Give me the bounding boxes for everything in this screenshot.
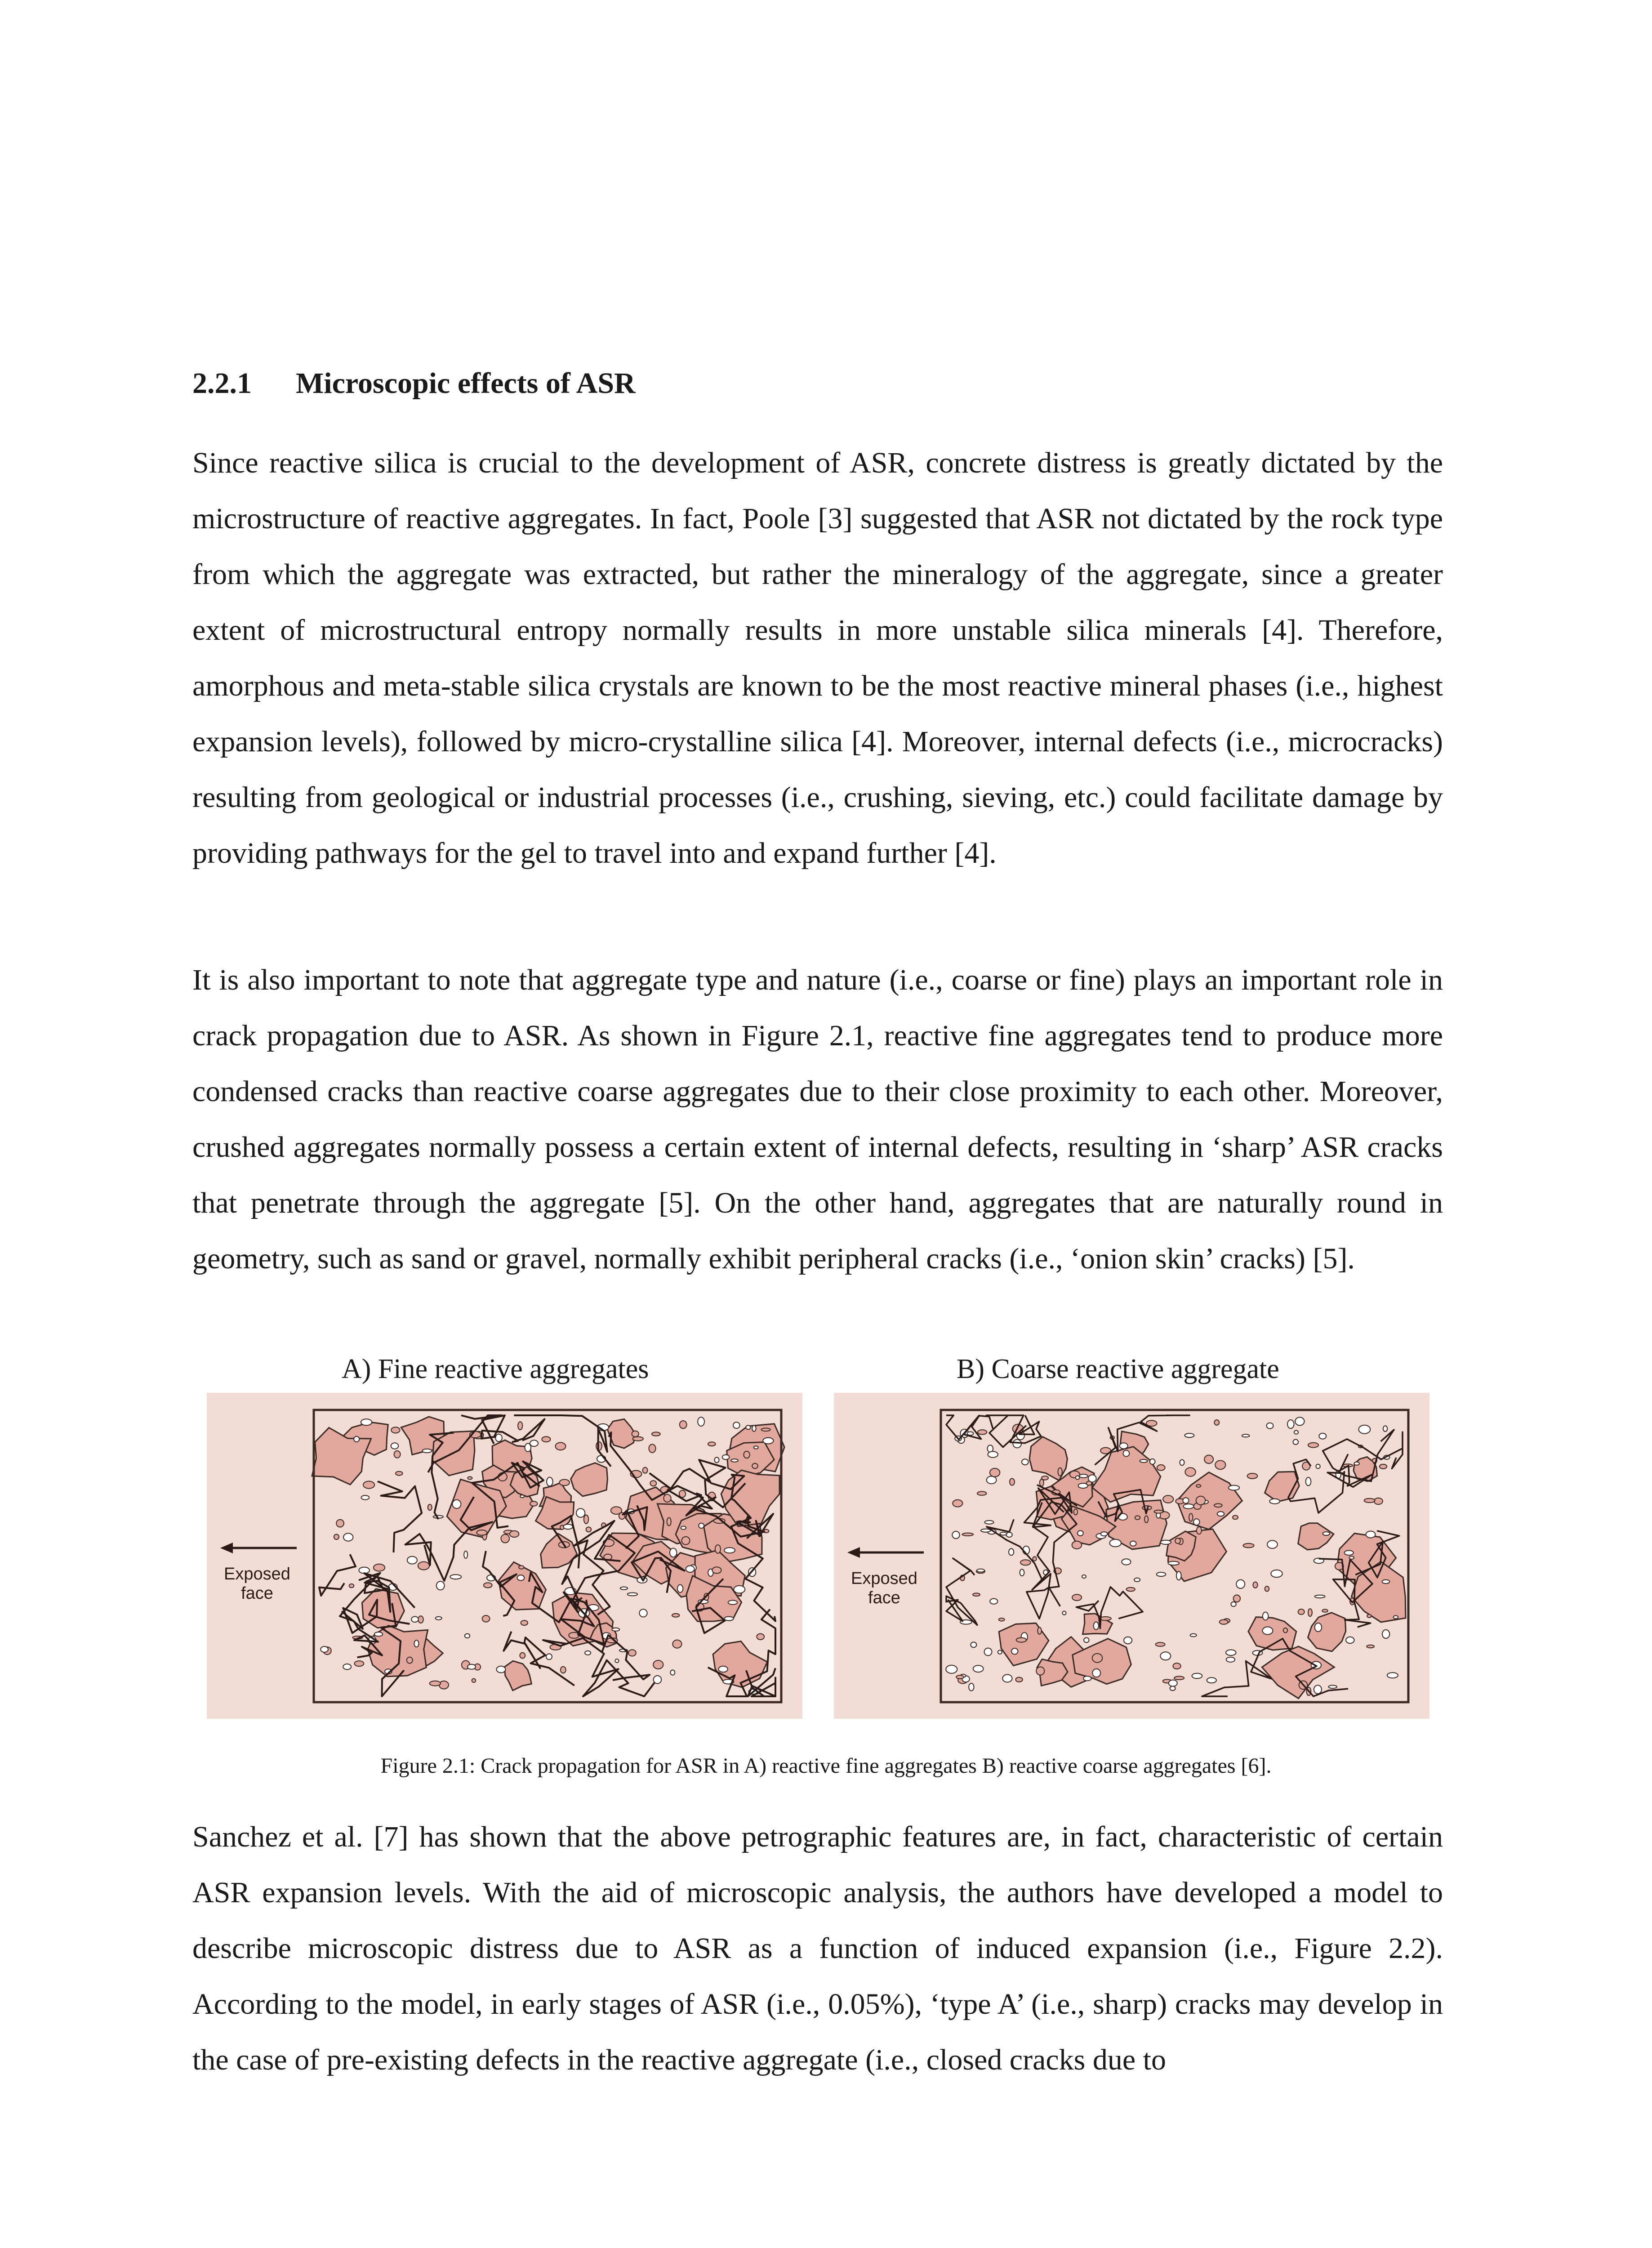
fine-particle (1189, 1513, 1193, 1521)
fine-particle (1346, 1637, 1354, 1643)
fine-particle (1083, 1676, 1091, 1681)
fine-particle (374, 1632, 383, 1636)
fine-particle (1236, 1580, 1245, 1588)
fine-particle (1160, 1652, 1171, 1660)
fine-particle (1229, 1485, 1239, 1490)
fine-particle (1020, 1560, 1031, 1565)
fine-particle (1204, 1455, 1213, 1464)
fine-particle (547, 1477, 553, 1486)
fine-particle (990, 1599, 997, 1604)
fine-particle (521, 1620, 528, 1625)
fine-particle (407, 1657, 413, 1664)
fine-particle (984, 1648, 992, 1656)
fine-particle (650, 1481, 656, 1486)
fine-particle (632, 1431, 639, 1437)
fine-particle (699, 1523, 704, 1528)
fine-particle (1072, 1541, 1082, 1549)
fine-particle (1038, 1628, 1042, 1634)
fine-particle (361, 1419, 372, 1425)
fine-particle (1308, 1609, 1312, 1616)
fine-particle (1088, 1475, 1096, 1482)
fine-particle (1190, 1634, 1197, 1637)
fine-particle (563, 1524, 573, 1529)
fine-particle (411, 1616, 419, 1622)
fine-particle (761, 1428, 770, 1431)
fine-particle (355, 1661, 364, 1666)
fine-particle (422, 1449, 432, 1453)
fine-particle (530, 1440, 538, 1446)
fine-particle (1174, 1676, 1184, 1680)
fine-particle (643, 1467, 648, 1473)
fine-particle (476, 1530, 487, 1535)
fine-particle (724, 1617, 734, 1621)
fine-particle (679, 1490, 686, 1498)
fine-particle (1176, 1571, 1181, 1580)
fine-particle (953, 1500, 962, 1507)
fine-particle (464, 1551, 468, 1558)
section-number: 2.2.1 (192, 367, 252, 400)
fine-particle (653, 1660, 663, 1669)
body-paragraph: It is also important to note that aggregate type and nature (i.e., coarse or fine) plays an important role in crack propagation due to ASR. As shown in Figure 2.1, reactive fine aggregates tend to produce more condensed cracks than reactive coarse aggregates due to their close proximity to each other. Moreover, crushed aggregates normally possess a certain extent of internal defects, resulting in ‘sharp’ ASR cracks that penetrate through the aggregate [5]. On the other hand, aggregates that are naturally round in geometry, such as sand or gravel, normally exhibit peripheral cracks (i.e., ‘onion skin’ cracks) [5]. (192, 963, 1443, 1275)
fine-particle (418, 1562, 429, 1570)
fine-particle (1316, 1464, 1320, 1468)
fine-particle (1033, 1557, 1036, 1561)
fine-particle (1042, 1476, 1048, 1480)
fine-particle (1110, 1539, 1122, 1547)
fine-particle (1319, 1433, 1326, 1439)
fine-particle (672, 1614, 679, 1617)
fine-particle (559, 1480, 570, 1486)
fine-particle (361, 1495, 370, 1500)
fine-particle (374, 1564, 385, 1571)
fine-particle (1374, 1498, 1383, 1504)
fine-particle (530, 1501, 537, 1506)
fine-particle (969, 1683, 974, 1691)
fine-particle (1217, 1512, 1224, 1516)
fine-particle (396, 1472, 403, 1476)
fine-particle (1349, 1556, 1354, 1559)
fine-particle (542, 1436, 550, 1442)
fine-particle (1382, 1630, 1389, 1638)
fine-particle (1175, 1538, 1180, 1543)
fine-particle (1185, 1467, 1195, 1476)
fine-particle (586, 1527, 592, 1532)
fine-particle (1295, 1417, 1304, 1425)
fine-particle (652, 1432, 660, 1436)
fine-particle (418, 1616, 423, 1623)
fine-particle (946, 1665, 957, 1673)
fine-particle (1364, 1499, 1375, 1503)
fine-particle (430, 1681, 441, 1686)
fine-particle (336, 1520, 344, 1527)
fine-particle (998, 1650, 1002, 1654)
fine-particle (978, 1430, 987, 1434)
fine-particle (628, 1650, 636, 1656)
fine-particle (654, 1676, 662, 1684)
fine-particle (584, 1515, 588, 1524)
fine-particle (1150, 1459, 1155, 1464)
fine-particle (708, 1442, 716, 1446)
fine-particle (1157, 1572, 1166, 1576)
fine-particle (343, 1664, 351, 1669)
fine-particle (334, 1534, 339, 1540)
figure-panel-b-label: B) Coarse reactive aggregate (957, 1354, 1279, 1384)
fine-particle (1294, 1431, 1298, 1434)
fine-particle (649, 1444, 655, 1453)
fine-particle (520, 1495, 524, 1498)
section-heading (192, 366, 636, 401)
fine-particle (615, 1659, 619, 1663)
fine-particle (546, 1654, 552, 1659)
fine-particle (1308, 1443, 1318, 1448)
exposed-face-text: face (868, 1588, 900, 1607)
fine-particle (1006, 1532, 1012, 1537)
fine-particle (1072, 1594, 1082, 1601)
fine-particle (468, 1476, 472, 1479)
fine-particle (354, 1436, 359, 1442)
exposed-face-text: Exposed (851, 1569, 917, 1588)
fine-particle (973, 1665, 984, 1672)
fine-particle (1020, 1569, 1024, 1576)
fine-particle (724, 1548, 735, 1553)
fine-particle (482, 1615, 490, 1622)
fine-particle (984, 1521, 993, 1524)
fine-particle (517, 1575, 525, 1580)
fine-particle (1214, 1503, 1222, 1507)
fine-particle (1000, 1532, 1006, 1535)
fine-particle (1287, 1420, 1294, 1428)
fine-particle (1267, 1540, 1278, 1548)
fine-particle (1367, 1645, 1374, 1648)
fine-particle (956, 1675, 964, 1679)
fine-particle (1157, 1465, 1165, 1471)
fine-particle (977, 1491, 986, 1495)
fine-particle (1306, 1477, 1311, 1485)
fine-particle (744, 1451, 749, 1458)
fine-particle (752, 1463, 758, 1468)
fine-particle (639, 1609, 647, 1617)
fine-particle (698, 1417, 704, 1426)
fine-particle (1247, 1473, 1258, 1479)
fine-particle (663, 1494, 671, 1502)
fine-particle (1180, 1460, 1184, 1466)
fine-particle (472, 1679, 476, 1683)
fine-particle (1323, 1532, 1330, 1535)
fine-particle (510, 1531, 519, 1537)
fine-particle (987, 1476, 997, 1484)
fine-particle (1314, 1685, 1322, 1694)
fine-particle (561, 1667, 566, 1673)
fine-particle (1192, 1673, 1202, 1679)
fine-particle (1123, 1450, 1130, 1457)
fine-particle (1380, 1464, 1387, 1469)
fine-particle (1328, 1685, 1337, 1688)
fine-particle (670, 1548, 677, 1557)
fine-particle (1267, 1423, 1274, 1429)
fine-particle (468, 1664, 476, 1669)
fine-particle (1263, 1612, 1269, 1620)
fine-particle (733, 1422, 740, 1428)
fine-particle (1173, 1663, 1180, 1669)
fine-particle (349, 1584, 354, 1588)
fine-particle (1322, 1609, 1328, 1612)
fine-particle (1144, 1516, 1148, 1523)
fine-particle (414, 1640, 419, 1647)
fine-particle (391, 1443, 399, 1449)
fine-particle (962, 1533, 974, 1536)
fine-particle (1058, 1468, 1062, 1476)
fine-particle (1193, 1519, 1200, 1525)
fine-particle (1082, 1575, 1086, 1578)
fine-particle (763, 1438, 773, 1444)
fine-particle (1168, 1561, 1179, 1565)
fine-particle (1120, 1443, 1128, 1449)
fine-particle (1383, 1426, 1387, 1432)
figure-panel-a-label: A) Fine reactive aggregates (342, 1354, 649, 1384)
fine-particle (677, 1585, 683, 1592)
fine-particle (1016, 1638, 1027, 1642)
fine-particle (628, 1593, 638, 1596)
fine-particle (452, 1500, 461, 1508)
fine-particle (1253, 1582, 1257, 1588)
fine-particle (1156, 1642, 1165, 1646)
fine-particle (667, 1518, 671, 1526)
fine-particle (1154, 1510, 1163, 1513)
fine-particle (1271, 1570, 1282, 1577)
fine-particle (1140, 1459, 1148, 1463)
fine-particle (1084, 1638, 1089, 1643)
fine-particle (722, 1455, 730, 1460)
fine-particle (715, 1545, 721, 1553)
exposed-face-text: face (241, 1584, 273, 1603)
figure-panel-b-illustration (834, 1393, 1429, 1719)
fine-particle (999, 1618, 1005, 1621)
fine-particle (321, 1646, 328, 1652)
fine-particle (1367, 1615, 1371, 1618)
fine-particle (971, 1642, 976, 1647)
fine-particle (682, 1537, 690, 1545)
fine-particle (1078, 1530, 1083, 1536)
fine-particle (973, 1593, 980, 1596)
fine-particle (495, 1434, 502, 1442)
fine-particle (585, 1651, 591, 1655)
fine-particle (484, 1583, 492, 1588)
fine-particle (1265, 1586, 1269, 1591)
fine-particle (1359, 1425, 1371, 1434)
fine-particle (1094, 1622, 1099, 1630)
fine-particle (407, 1557, 417, 1564)
fine-particle (1382, 1580, 1390, 1584)
fine-particle (1169, 1680, 1177, 1686)
fine-particle (1122, 1559, 1131, 1565)
fine-particle (1002, 1675, 1012, 1682)
fine-particle (757, 1634, 764, 1640)
fine-particle (612, 1628, 619, 1631)
fine-particle (1345, 1551, 1354, 1555)
fine-particle (436, 1617, 442, 1620)
fine-particle (1161, 1540, 1171, 1544)
body-paragraph: Sanchez et al. [7] has shown that the above petrographic features are, in fact, characteristic of certain ASR expansion levels. With the aid of microscopic analysis, the authors have developed a model to describe microscopic distress due to ASR as a function of induced expansion (i.e., Figure 2.2). According to the model, in early stages of ASR (i.e., 0.05%), ‘type A’ (i.e., sharp) cracks may develop in the case of pre-existing defects in the reactive aggregate (i.e., closed cracks due to (192, 1820, 1443, 2076)
fine-particle (620, 1587, 628, 1590)
fine-particle (977, 1569, 984, 1572)
fine-particle (465, 1634, 470, 1638)
fine-particle (1013, 1440, 1021, 1448)
fine-particle (1079, 1474, 1088, 1478)
fine-particle (1163, 1495, 1173, 1503)
fine-particle (391, 1427, 400, 1433)
fine-particle (719, 1666, 728, 1672)
fine-particle (497, 1666, 506, 1673)
fine-particle (1183, 1498, 1189, 1503)
fine-particle (1196, 1496, 1206, 1505)
fine-particle (1243, 1543, 1254, 1548)
fine-particle (1092, 1654, 1103, 1663)
fine-particle (1283, 1628, 1287, 1632)
fine-particle (1366, 1531, 1376, 1538)
fine-particle (1101, 1532, 1108, 1536)
fine-particle (1242, 1434, 1250, 1437)
fine-particle (952, 1531, 959, 1539)
fine-particle (1226, 1650, 1236, 1655)
fine-particle (1233, 1595, 1240, 1602)
fine-particle (731, 1459, 738, 1462)
fine-particle (1011, 1648, 1018, 1654)
fine-particle (1040, 1479, 1044, 1486)
fine-particle (1196, 1485, 1201, 1487)
fine-particle (734, 1586, 745, 1593)
fine-particle (518, 1422, 522, 1430)
fine-particle (1010, 1478, 1015, 1485)
fine-particle (1387, 1673, 1398, 1678)
fine-particle (681, 1526, 686, 1530)
fine-particle (1184, 1433, 1194, 1437)
fine-particle (1074, 1509, 1078, 1515)
figure-panel-a-illustration (207, 1393, 802, 1719)
fine-particle (428, 1504, 432, 1510)
fine-particle (1207, 1677, 1216, 1683)
fine-particle (1062, 1611, 1066, 1615)
fine-particle (1127, 1588, 1135, 1592)
fine-particle (712, 1567, 721, 1573)
fine-particle (632, 1437, 643, 1441)
fine-particle (672, 1640, 681, 1648)
fine-particle (1135, 1516, 1140, 1520)
fine-particle (728, 1600, 738, 1604)
fine-particle (1170, 1686, 1176, 1691)
fine-particle (1226, 1657, 1235, 1662)
fine-particle (1231, 1602, 1236, 1606)
fine-particle (686, 1566, 695, 1573)
fine-particle (1315, 1623, 1322, 1632)
fine-particle (439, 1681, 449, 1689)
fine-particle (1215, 1460, 1225, 1469)
section-title: Microscopic effects of ASR (296, 367, 636, 400)
fine-particle (501, 1534, 510, 1543)
fine-particle (1262, 1627, 1273, 1634)
fine-particle (1130, 1541, 1136, 1546)
fine-particle (1298, 1609, 1305, 1615)
fine-particle (1022, 1459, 1029, 1465)
fine-particle (436, 1581, 445, 1590)
fine-particle (1293, 1440, 1299, 1445)
fine-particle (1197, 1527, 1202, 1534)
fine-particle (990, 1468, 1000, 1477)
fine-particle (1076, 1476, 1080, 1480)
exposed-face-text: Exposed (224, 1565, 290, 1583)
fine-particle (519, 1566, 524, 1569)
fine-particle (754, 1446, 758, 1449)
fine-particle (1009, 1548, 1014, 1555)
fine-particle (1394, 1615, 1398, 1619)
fine-particle (1214, 1420, 1219, 1425)
figure-caption: Figure 2.1: Crack propagation for ASR in A) reactive fine aggregates B) reactive coarse aggregates [6]. (380, 1754, 1272, 1778)
fine-particle (988, 1451, 998, 1457)
fine-particle (746, 1425, 750, 1429)
fine-particle (1134, 1578, 1140, 1582)
fine-particle (752, 1425, 756, 1431)
fine-particle (1015, 1677, 1022, 1682)
fine-particle (1036, 1667, 1044, 1675)
fine-particle (556, 1442, 566, 1450)
body-paragraph: Since reactive silica is crucial to the development of ASR, concrete distress is greatly dictated by the microstructure of reactive aggregates. In fact, Poole [3] suggested that ASR not dictated by the rock type from which the aggregate was extracted, but rather the mineralogy of the aggregate, since a greater extent of microstructural entropy normally results in more unstable silica minerals [4]. Therefore, amorphous and meta-stable silica crystals are known to be the most reactive mineral phases (i.e., highest expansion levels), followed by micro-crystalline silica [4]. Moreover, internal defects (i.e., microcracks) resulting from geological or industrial processes (i.e., crushing, sieving, etc.) could facilitate damage by providing pathways for the gel to travel into and expand further [4]. (192, 446, 1443, 870)
fine-particle (715, 1457, 719, 1463)
fine-particle (1233, 1516, 1238, 1520)
fine-particle (363, 1481, 374, 1489)
fine-particle (343, 1533, 353, 1541)
fine-particle (670, 1670, 675, 1675)
fine-particle (1220, 1620, 1228, 1624)
fine-particle (1269, 1499, 1280, 1504)
fine-particle (1124, 1637, 1132, 1644)
fine-particle (394, 1451, 401, 1458)
fine-particle (1315, 1595, 1325, 1598)
fine-particle (1354, 1462, 1359, 1465)
fine-particle (1183, 1504, 1193, 1509)
fine-particle (1092, 1669, 1100, 1677)
fine-particle (450, 1574, 461, 1579)
fine-particle (680, 1421, 687, 1428)
fine-particle (576, 1508, 585, 1517)
fine-particle (520, 1653, 525, 1659)
